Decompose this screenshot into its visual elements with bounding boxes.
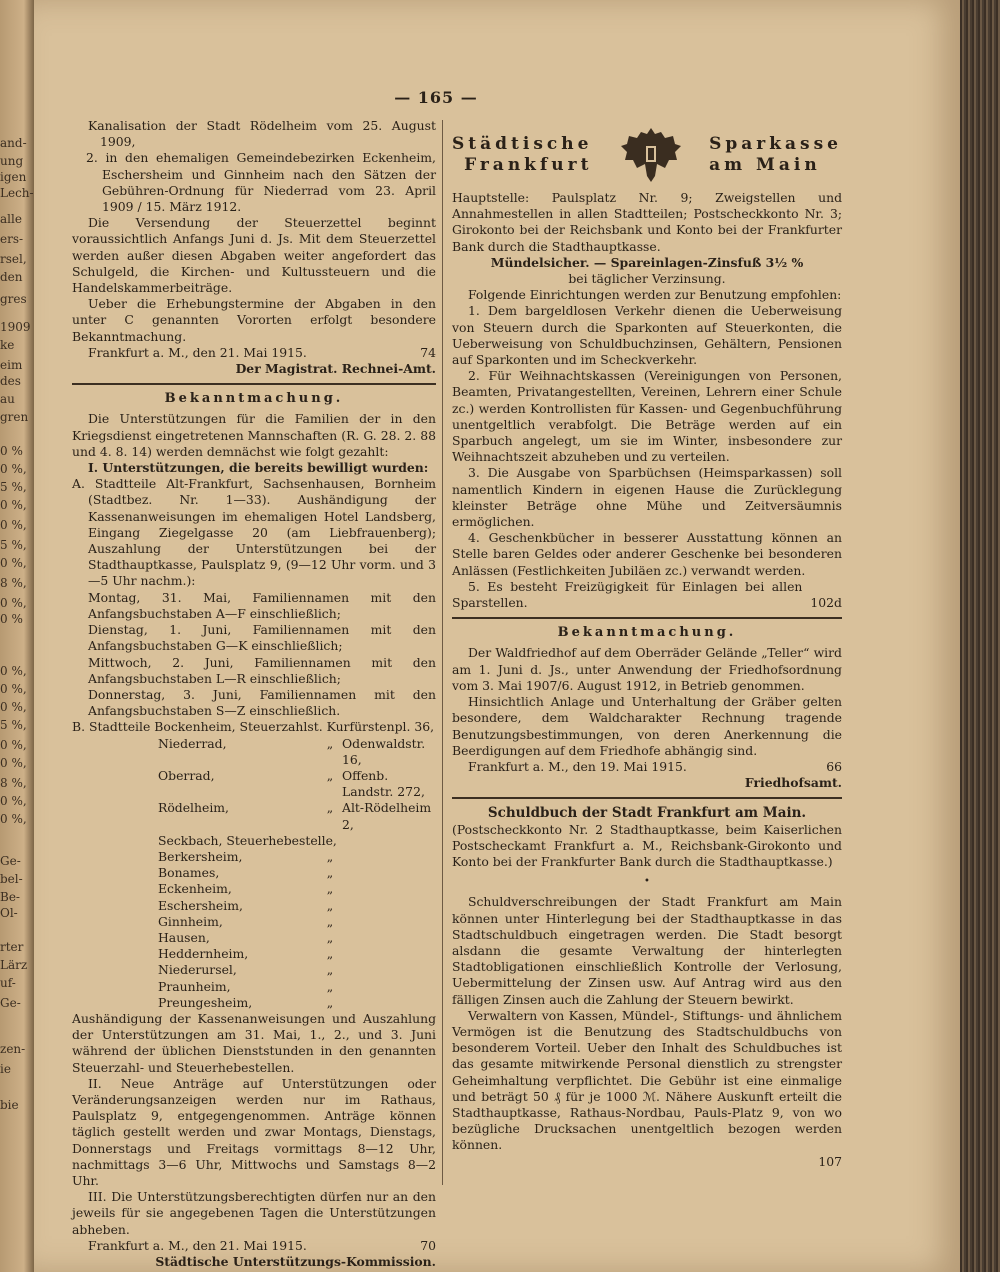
place-row: [72, 881, 436, 897]
place-row: [72, 768, 436, 800]
bek-date: Frankfurt a. M., den 21. Mai 1915.: [88, 1237, 307, 1253]
place-address: Alt-Rödelheim 2,: [342, 800, 432, 832]
spine-text-fragment: Lärz: [0, 958, 28, 972]
place-ditto: „: [326, 962, 334, 978]
place-address: [361, 833, 436, 849]
spine-text-fragment: 0 %: [0, 612, 23, 626]
bek-roman2: II. Neue Anträge auf Unterstützungen oder Veränderungsanzeigen werden nur im Rathaus, Paulsplatz 9, entgegengenommen. Anträge können täglich gestellt werden und zwar Montags, Dienstags, Donnerstags und Freitags vormittags 8—12 Uhr, nachmittags 3—6 Uhr, Mittwochs und Samstags 8—2 Uhr.: [72, 1075, 436, 1188]
spine-text-fragment: ung: [0, 154, 24, 168]
spine-text-fragment: gres: [0, 292, 27, 306]
bek-intro: Die Unterstützungen für die Familien der in den Kriegsdienst eingetretenen Mannschaften (R. G. 28. 2. 88 und 4. 8. 14) werden demnächst wie folgt gezahlt:: [72, 411, 436, 459]
place-address: [342, 979, 436, 995]
place-row: [72, 962, 436, 978]
schuld-sub: (Postscheckkonto Nr. 2 Stadthauptkasse, beim Kaiserlichen Postscheckamt Frankfurt a. M., Reichsbank-Girokonto und Konto bei der Frankfurter Bank durch die Stadthauptkasse.): [452, 821, 842, 869]
right-column: [452, 118, 842, 1170]
bek2-date: Frankfurt a. M., den 19. Mai 1915.: [468, 758, 687, 774]
place-name: Berkersheim,: [158, 848, 243, 864]
spine-text-fragment: 0 %,: [0, 462, 27, 476]
spine-text-fragment: Ol-: [0, 906, 18, 920]
spine-text-fragment: 8 %,: [0, 776, 27, 790]
place-name: Niederrad,: [158, 735, 227, 751]
steuer-para1: Die Versendung der Steuerzettel beginnt voraussichtlich Anfangs Juni d. Js. Mit dem Steuerzettel werden außer diesen Abgaben weiter angefordert das Schulgeld, die Kirchen- und Kultussteuern und die Handelskammerbeiträge.: [72, 215, 436, 296]
place-name: Eschersheim,: [158, 897, 243, 913]
spine-text-fragment: 5 %,: [0, 718, 27, 732]
bek-heading: Bekanntmachung.: [164, 391, 344, 407]
spine-text-fragment: 0 %,: [0, 556, 27, 570]
bek2-text1: Der Waldfriedhof auf dem Oberräder Gelände „Teller“ wird am 1. Juni d. Js., unter Anwendung der Friedhofsordnung vom 3. Mai 1907/6. August 1912, in Betrieb genommen.: [452, 645, 842, 693]
place-address: [342, 898, 436, 914]
spark-item: 1. Dem bargeldlosen Verkehr dienen die Ueberweisung von Steuern durch die Sparkonten auf Steuerkonten, die Ueberweisung von Schuldbuchzinsen, Gehältern, Pensionen auf Sparkonten und im Scheckverkehr.: [452, 303, 842, 368]
spark-zins2: bei täglicher Verzinsung.: [568, 271, 726, 287]
bek2-heading: Bekanntmachung.: [557, 625, 737, 641]
place-name: Eckenheim,: [158, 881, 232, 897]
place-name: Hausen,: [158, 929, 210, 945]
masthead-left: [452, 134, 592, 176]
bek2-signature: Friedhofsamt.: [744, 775, 842, 791]
spine-text-fragment: igen: [0, 170, 27, 184]
place-address: [342, 962, 436, 978]
spine-text-fragment: zen-: [0, 1042, 26, 1056]
schuld-title: Schuldbuch der Stadt Frankfurt am Main.: [487, 805, 807, 822]
steuer-date: Frankfurt a. M., den 21. Mai 1915.: [88, 344, 307, 360]
place-address: [342, 849, 436, 865]
schuld-para2: Verwaltern von Kassen, Mündel-, Stiftungs- und ähnlichem Vermögen ist die Benutzung des Stadtschuldbuchs von besonderem Vorteil. Ueber den Inhalt des Schuldbuches ist das gesamte mitwirkende Personal dienstlich zu strengster Geheimhaltung verpflichtet. Die Gebühr ist eine einmalige und beträgt 50 ₰ für je 1000 ℳ. Nähere Auskunft erteilt die Stadthauptkasse, Rathaus-Nordbau, Pauls-Platz 9, von wo bezügliche Drucksachen unentgeltlich bezogen werden können.: [452, 1007, 842, 1153]
place-ditto: „: [326, 946, 334, 962]
spark-item: 3. Die Ausgabe von Sparbüchsen (Heimsparkassen) soll namentlich Kindern in eigenen Hause die Zurücklegung kleinster Beträge ohne Mühe und Zeitversäumnis ermöglichen.: [452, 465, 842, 530]
spine-text-fragment: Ge-: [0, 854, 21, 868]
bek2-dateline: [452, 759, 842, 775]
spine-text-fragment: 0 %,: [0, 812, 27, 826]
previous-page-spine: [0, 0, 34, 1272]
spark-address: Hauptstelle: Paulsplatz Nr. 9; Zweigstellen und Annahmestellen in allen Stadtteilen; Postscheckkonto Nr. 3; Girokonto bei der Reichsbank und Konto bei der Frankfurter Bank durch die Stadthauptkasse.: [452, 190, 842, 254]
spine-text-fragment: 5 %,: [0, 538, 27, 552]
spine-text-fragment: Lech-: [0, 186, 34, 200]
place-row: [72, 833, 436, 849]
place-address: Odenwaldstr. 16,: [342, 735, 426, 767]
bek-signature: Städtische Unterstützungs-Kommission.: [155, 1254, 436, 1270]
section-rule: [452, 617, 842, 619]
place-address: [342, 914, 436, 930]
place-address: [342, 946, 436, 962]
separator-dot: •: [644, 876, 650, 888]
spine-text-fragment: 0 %,: [0, 498, 27, 512]
spine-text-fragment: bie: [0, 1098, 19, 1112]
newspaper-page: [34, 0, 960, 1272]
place-row: [72, 865, 436, 881]
spine-text-fragment: 0 %,: [0, 596, 27, 610]
left-column: [72, 118, 436, 1270]
steuer-item2: 2. in den ehemaligen Gemeindebezirken Eckenheim, Eschersheim und Ginnheim nach den Sätzen der Gebühren-Ordnung für Niederrad vom 23. April 1909 / 15. März 1912.: [86, 150, 436, 215]
spine-text-fragment: des: [0, 374, 21, 388]
bek-number: 70: [420, 1237, 436, 1253]
schuld-number: 107: [818, 1153, 842, 1169]
spine-text-fragment: gren: [0, 410, 29, 424]
bek-a-text: A. Stadtteile Alt-Frankfurt, Sachsenhausen, Bornheim (Stadtbez. Nr. 1—33). Aushändigung der Kassenanweisungen im ehemaligen Hotel Landsberg, Eingang Ziegelgasse 20 (am Liebfrauenberg); Auszahlung der Unterstützungen bei der Stadthauptkasse, Paulsplatz 9, (9—12 Uhr vorm. und 3—5 Uhr nachm.):: [72, 476, 436, 589]
spine-text-fragment: eim: [0, 358, 23, 372]
spark-number: 102d: [810, 595, 842, 611]
page-block-edges: [960, 0, 1000, 1272]
spine-text-fragment: ers-: [0, 232, 24, 246]
spine-text-fragment: au: [0, 392, 15, 406]
spine-text-fragment: 0 %,: [0, 700, 27, 714]
steuer-para2: Ueber die Erhebungstermine der Abgaben in den unter C genannten Vororten erfolgt besondere Bekanntmachung.: [72, 296, 436, 344]
spine-text-fragment: den: [0, 270, 23, 284]
spine-text-fragment: rter: [0, 940, 24, 954]
column-divider: [442, 120, 443, 1185]
place-address: Offenb. Landstr. 272,: [342, 767, 425, 800]
section-rule: [72, 383, 436, 385]
bek-roman1: I. Unterstützungen, die bereits bewilligt wurden:: [88, 460, 429, 476]
masthead-title-r1: Sparkasse: [709, 134, 842, 154]
place-name: Niederursel,: [158, 962, 237, 978]
spark-intro: Folgende Einrichtungen werden zur Benutzung empfohlen:: [468, 287, 842, 303]
spine-text-fragment: 0 %,: [0, 682, 27, 696]
masthead-right: [709, 134, 842, 176]
page-number: — 165 —: [394, 88, 478, 107]
place-row: [72, 736, 436, 768]
spark-item: 4. Geschenkbücher in besserer Ausstattung können an Stelle baren Geldes oder anderer Geschenke bei besonderen Anlässen (Festlichkeiten Jubiläen zc.) verwandt werden.: [452, 530, 842, 578]
place-row: [72, 946, 436, 962]
spark-item: 2. Für Weihnachtskassen (Vereinigungen von Personen, Beamten, Privatangestellten, Vereinen, Lehrern einer Schule zc.) werden Kontrollisten für Kassen- und Gegenbuchführung unentgeltlich verabfolgt. Die Beträge werden auf ein Sparbuch angelegt, um sie im Winter, insbesondere zur Weihnachtszeit abzuheben und zu verteilen.: [452, 368, 842, 465]
bek-day: Montag, 31. Mai, Familiennamen mit den Anfangsbuchstaben A—F einschließlich;: [88, 589, 436, 621]
place-name: Ginnheim,: [158, 913, 223, 929]
place-address: [342, 930, 436, 946]
bek-roman3: III. Die Unterstützungsberechtigten dürfen nur an den jeweils für sie angegebenen Tagen die Unterstützungen abheben.: [72, 1189, 436, 1237]
place-ditto: „: [326, 800, 334, 816]
sparkasse-masthead: [452, 124, 842, 186]
place-name: Rödelheim,: [158, 800, 229, 816]
spine-text-fragment: 0 %,: [0, 794, 27, 808]
place-name: Praunheim,: [158, 978, 231, 994]
eagle-crest-icon: [619, 124, 683, 186]
place-address: [342, 881, 436, 897]
masthead-title-r2: am Main: [709, 155, 821, 175]
place-address: [342, 995, 436, 1011]
place-ditto: „: [326, 994, 334, 1010]
place-ditto: „: [326, 978, 334, 994]
spine-text-fragment: 0 %,: [0, 738, 27, 752]
spine-text-fragment: Ge-: [0, 996, 21, 1010]
spine-text-fragment: 0 %,: [0, 664, 27, 678]
spark-item5: 5. Es besteht Freizügigkeit für Einlagen bei allen Sparstellen.: [452, 578, 803, 611]
spine-text-fragment: 8 %,: [0, 576, 27, 590]
place-ditto: „: [326, 881, 334, 897]
bek-day: Mittwoch, 2. Juni, Familiennamen mit den Anfangsbuchstaben L—R einschließlich;: [88, 654, 436, 686]
place-ditto: „: [326, 767, 334, 783]
spine-text-fragment: 1909: [0, 320, 31, 334]
place-name: Seckbach, Steuerhebestelle,: [158, 832, 337, 848]
spine-text-fragment: alle: [0, 212, 22, 226]
place-name: Bonames,: [158, 865, 220, 881]
schuld-para1: Schuldverschreibungen der Stadt Frankfurt am Main können unter Hinterlegung bei der Stadthauptkasse in das Stadtschuldbuch eingetragen werden. Die Stadt besorgt alsdann die gesamte Verwaltung der hinterlegten Stadtobligationen einschließlich Kontrolle der Verlosung, Uebermittelung der Zinsen usw. Auf Antrag wird aus den fälligen Zinsen auch die Zahlung der Steuern bewirkt.: [452, 894, 842, 1007]
spark-item5-row: [452, 579, 842, 611]
spine-text-fragment: ie: [0, 1062, 11, 1076]
spine-text-fragment: Be-: [0, 890, 20, 904]
place-row: [72, 800, 436, 832]
steuer-signature: Der Magistrat. Rechnei-Amt.: [235, 361, 436, 377]
bek-dateline: [72, 1238, 436, 1254]
place-row: [72, 849, 436, 865]
steuer-number: 74: [420, 344, 436, 360]
section-rule: [452, 797, 842, 799]
place-ditto: „: [326, 848, 334, 864]
spine-text-fragment: uf-: [0, 976, 16, 990]
steuer-line1: Kanalisation der Stadt Rödelheim vom 25. August 1909,: [88, 118, 436, 150]
places-table: [72, 736, 436, 1011]
place-ditto: „: [326, 929, 334, 945]
place-row: [72, 995, 436, 1011]
spine-text-fragment: ke: [0, 338, 15, 352]
place-name: Preungesheim,: [158, 994, 253, 1010]
bek-aushaendigung: Aushändigung der Kassenanweisungen und Auszahlung der Unterstützungen am 31. Mai, 1., 2., und 3. Juni während der üblichen Dienststunden in den genannten Steuerzahl- und Steuerhebestellen.: [72, 1010, 436, 1075]
place-address: [342, 865, 436, 881]
place-ditto: „: [326, 913, 334, 929]
masthead-title-l2: Frankfurt: [464, 155, 593, 175]
spark-zins1: Mündelsicher. — Spareinlagen-Zinsfuß 3½ %: [490, 254, 804, 270]
spine-text-fragment: bel-: [0, 872, 23, 886]
spine-text-fragment: and-: [0, 136, 27, 150]
spine-text-fragment: 0 %: [0, 444, 23, 458]
place-ditto: [337, 833, 361, 849]
steuer-dateline: [72, 345, 436, 361]
masthead-title-l1: Städtische: [452, 134, 593, 154]
place-ditto: „: [326, 865, 334, 881]
place-row: [72, 914, 436, 930]
spine-text-fragment: 0 %,: [0, 756, 27, 770]
place-ditto: „: [326, 735, 334, 751]
place-row: [72, 979, 436, 995]
bek-b-intro: B. Stadtteile Bockenheim, Steuerzahlst. Kurfürstenpl. 36,: [72, 719, 435, 735]
place-row: [72, 930, 436, 946]
spine-text-fragment: 5 %,: [0, 480, 27, 494]
bek-day: Dienstag, 1. Juni, Familiennamen mit den Anfangsbuchstaben G—K einschließlich;: [88, 622, 436, 654]
spine-text-fragment: 0 %,: [0, 518, 27, 532]
spine-text-fragment: rsel,: [0, 252, 27, 266]
bek2-number: 66: [826, 758, 842, 774]
bek2-text2: Hinsichtlich Anlage und Unterhaltung der Gräber gelten besondere, dem Waldcharakter Rechnung tragende Benutzungsbestimmungen, von deren Anerkennung die Beerdigungen auf dem Friedhofe abhängig sind.: [452, 694, 842, 758]
place-name: Oberrad,: [158, 767, 215, 783]
place-ditto: „: [326, 897, 334, 913]
place-row: [72, 898, 436, 914]
bek-day: Donnerstag, 3. Juni, Familiennamen mit den Anfangsbuchstaben S—Z einschließlich.: [88, 686, 436, 719]
place-name: Heddernheim,: [158, 946, 249, 962]
